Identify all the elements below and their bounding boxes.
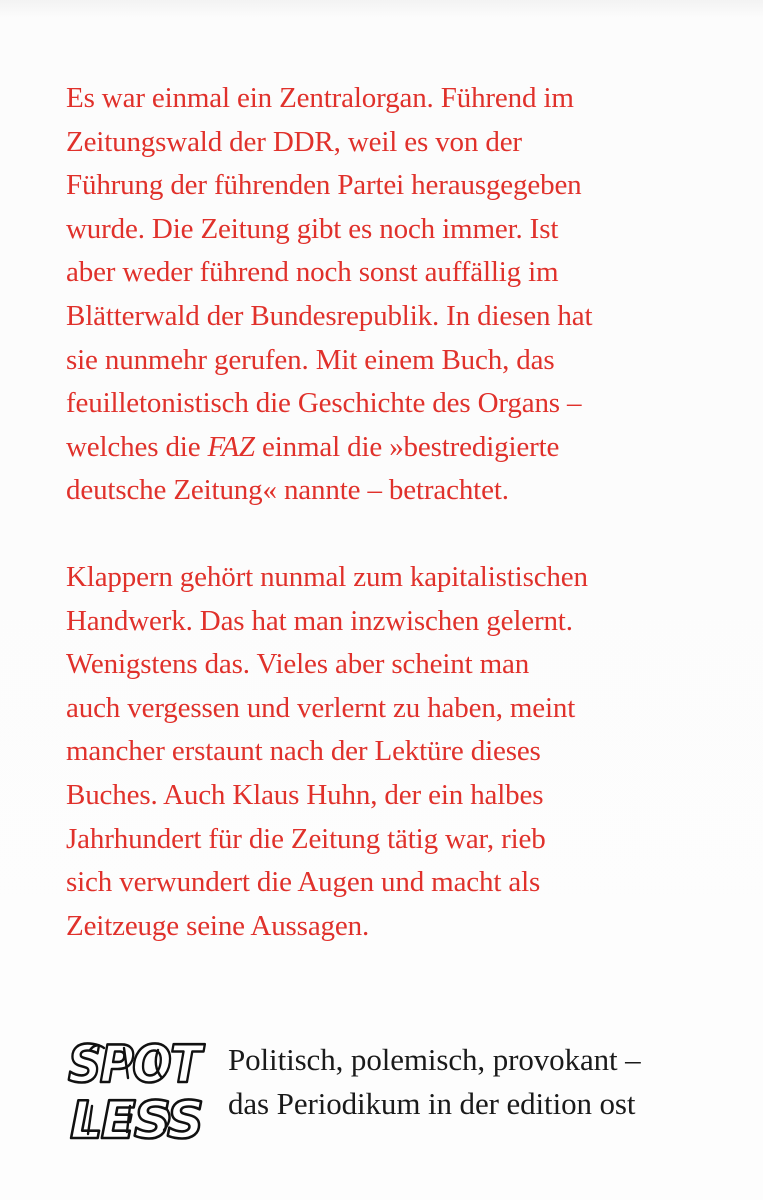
blurb-line-with-faz [66, 426, 726, 470]
line-text-after: einmal die »bestredigierte [254, 430, 560, 463]
blurb-line: Jahrhundert für die Zeitung tätig war, rieb [66, 822, 546, 855]
blurb-line: mancher erstaunt nach der Lektüre dieses [66, 735, 541, 768]
logo-text-row2: LESS [70, 1091, 202, 1148]
blurb-line: Zeitzeuge seine Aussagen. [66, 909, 370, 942]
blurb-line: Führung der führenden Partei herausgegeben [66, 169, 582, 202]
spotless-logo-icon [62, 1030, 206, 1148]
series-tagline [228, 1038, 641, 1126]
blurb-line: aber weder führend noch sonst auffällig im [66, 256, 559, 289]
blurb-line: Blätterwald der Bundesrepublik. In diesen hat [66, 299, 593, 332]
tagline-line-1: Politisch, polemisch, provokant – [228, 1042, 641, 1077]
blurb-line: Zeitungswald der DDR, weil es von der [66, 125, 522, 158]
blurb-paragraph-2 [66, 556, 726, 948]
blurb-line: Wenigstens das. Vieles aber scheint man [66, 648, 530, 681]
blurb-line: sich verwundert die Augen und macht als [66, 866, 541, 899]
blurb-paragraph-1 [66, 77, 726, 513]
blurb-line: Klappern gehört nunmal zum kapitalistischen [66, 561, 588, 593]
blurb-line: wurde. Die Zeitung gibt es noch immer. Ist [66, 212, 559, 245]
logo-text-row1: SPOT [68, 1035, 205, 1095]
faz-italic: FAZ [207, 430, 255, 463]
footer [62, 1030, 742, 1150]
blurb-line: Buches. Auch Klaus Huhn, der ein halbes [66, 778, 544, 811]
line-text-before: welches die [66, 430, 208, 463]
blurb-line: auch vergessen und verlernt zu haben, meint [66, 691, 576, 724]
blurb-line: deutsche Zeitung« nannte – betrachtet. [66, 474, 509, 507]
blurb-line: feuilletonistisch die Geschichte des Organs – [66, 387, 582, 420]
blurb-line: sie nunmehr gerufen. Mit einem Buch, das [66, 343, 555, 376]
blurb-line: Es war einmal ein Zentralorgan. Führend im [66, 82, 574, 114]
blurb-line: Handwerk. Das hat man inzwischen gelernt. [66, 604, 573, 637]
tagline-line-2: das Periodikum in der edition ost [228, 1086, 636, 1121]
